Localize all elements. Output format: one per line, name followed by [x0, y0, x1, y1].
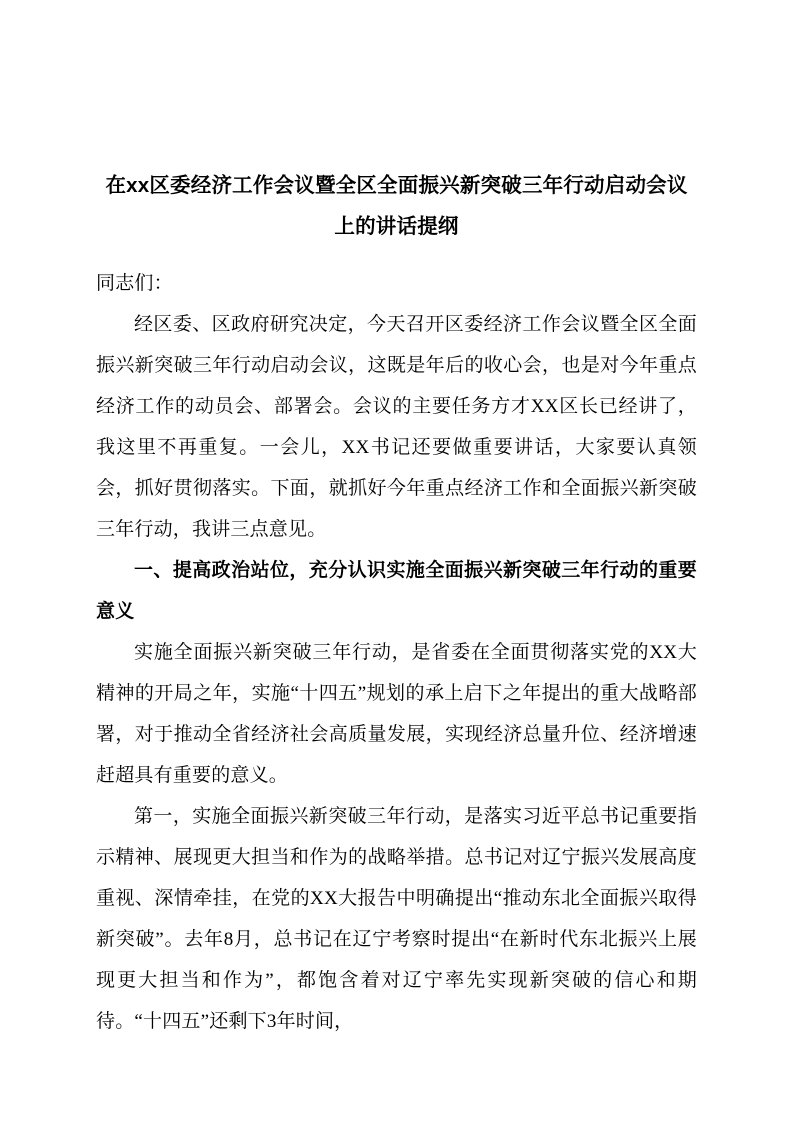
- paragraph-point-first: 第一，实施全面振兴新突破三年行动，是落实习近平总书记重要指示精神、展现更大担当和作为的战略举措。总书记对辽宁振兴发展高度重视、深情牵挂，在党的XX大报告中明确提出“推动东北全面振兴取得新突破”。去年8月，总书记在辽宁考察时提出“在新时代东北振兴上展现更大担当和作为”，都饱含着对辽宁率先实现新突破的信心和期待。“十四五”还剩下3年时间，: [96, 806, 697, 1032]
- salutation: 同志们：: [96, 273, 173, 294]
- section-heading-one: 一、提高政治站位，充分认识实施全面振兴新突破三年行动的重要意义: [96, 560, 697, 622]
- page-title: 在xx区委经济工作会议暨全区全面振兴新突破三年行动启动会议上的讲话提纲: [105, 174, 688, 238]
- paragraph-intro: 经区委、区政府研究决定，今天召开区委经济工作会议暨全区全面振兴新突破三年行动启动会议，这既是年后的收心会，也是对今年重点经济工作的动员会、部署会。会议的主要任务方才XX区长已经讲了，我这里不再重复。一会儿，XX书记还要做重要讲话，大家要认真领会，抓好贯彻落实。下面，就抓好今年重点经济工作和全面振兴新突破三年行动，我讲三点意见。: [96, 314, 697, 540]
- paragraph-significance: 实施全面振兴新突破三年行动，是省委在全面贯彻落实党的XX大精神的开局之年，实施“十四五”规划的承上启下之年提出的重大战略部署，对于推动全省经济社会高质量发展，实现经济总量升位、经济增速赶超具有重要的意义。: [96, 642, 697, 786]
